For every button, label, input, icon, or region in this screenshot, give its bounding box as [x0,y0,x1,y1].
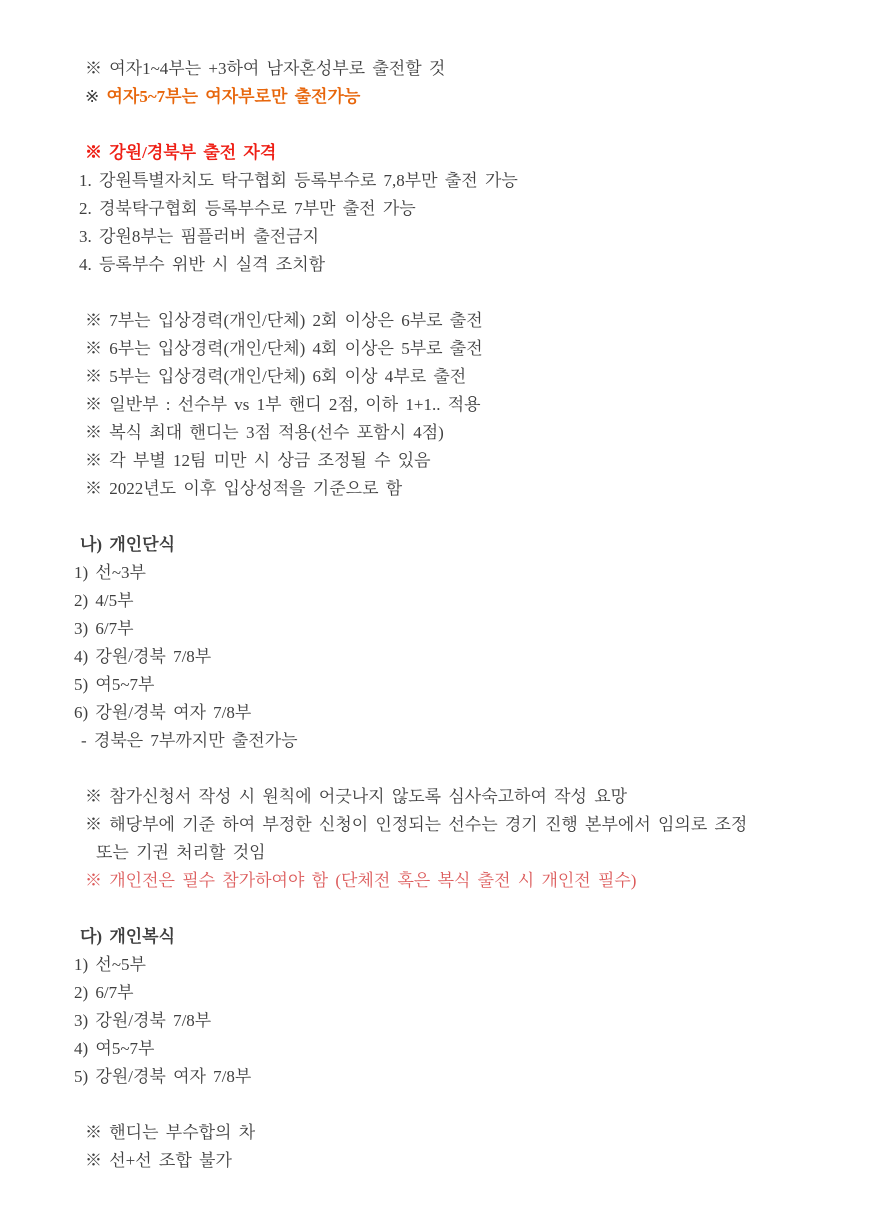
text-segment: 2) 6/7부 [74,983,134,1002]
document-content [74,55,840,1175]
text-segment: 3) 강원/경북 7/8부 [74,1011,212,1030]
text-line [74,139,840,167]
text-line [74,951,840,979]
text-segment: ※ 복식 최대 핸디는 3점 적용(선수 포함시 4점) [85,423,444,442]
text-segment: ※ 2022년도 이후 입상성적을 기준으로 함 [85,479,403,498]
text-segment: 5) 여5~7부 [74,675,155,694]
blank-line [74,279,840,307]
text-line [74,83,840,111]
text-line [74,587,840,615]
text-segment: ※ 일반부 : 선수부 vs 1부 핸디 2점, 이하 1+1.. 적용 [85,395,481,414]
text-segment: ※ 강원/경북부 출전 자격 [85,143,277,162]
text-segment: 다) 개인복식 [80,927,176,946]
text-line [74,447,840,475]
text-segment: ※ 7부는 입상경력(개인/단체) 2회 이상은 6부로 출전 [85,311,483,330]
text-segment: 4. 등록부수 위반 시 실격 조치함 [79,255,326,274]
text-segment: ※ 각 부별 12팀 미만 시 상금 조정될 수 있음 [85,451,431,470]
text-segment: 6) 강원/경북 여자 7/8부 [74,703,252,722]
text-segment: 여자5~7부는 여자부로만 출전가능 [106,87,361,106]
text-line [74,195,840,223]
text-segment: 3. 강원8부는 핌플러버 출전금지 [79,227,320,246]
text-segment: 1) 선~5부 [74,955,146,974]
text-line [74,1063,840,1091]
text-line [74,1147,840,1175]
text-segment: 2. 경북탁구협회 등록부수로 7부만 출전 가능 [79,199,416,218]
text-line [74,923,840,951]
text-line [74,559,840,587]
text-line [74,727,840,755]
text-line [74,475,840,503]
text-segment: 2) 4/5부 [74,591,134,610]
text-line [74,839,840,867]
blank-line [74,1091,840,1119]
text-line [74,531,840,559]
text-segment: - 경북은 7부까지만 출전가능 [81,731,298,750]
text-segment: ※ 핸디는 부수합의 차 [85,1123,256,1142]
text-segment: 1. 강원특별자치도 탁구협회 등록부수로 7,8부만 출전 가능 [79,171,518,190]
blank-line [74,111,840,139]
blank-line [74,503,840,531]
text-line [74,55,840,83]
text-segment: ※ 6부는 입상경력(개인/단체) 4회 이상은 5부로 출전 [85,339,483,358]
text-line [74,363,840,391]
text-segment: 나) 개인단식 [80,535,176,554]
text-line [74,307,840,335]
text-line [74,223,840,251]
text-line [74,615,840,643]
text-segment: 또는 기권 처리할 것임 [96,843,266,862]
text-line [74,811,840,839]
text-line [74,419,840,447]
text-segment: 5) 강원/경북 여자 7/8부 [74,1067,252,1086]
text-segment: 1) 선~3부 [74,563,146,582]
text-line [74,783,840,811]
text-segment: 4) 여5~7부 [74,1039,155,1058]
text-segment: 3) 6/7부 [74,619,134,638]
text-segment: ※ 참가신청서 작성 시 원칙에 어긋나지 않도록 심사숙고하여 작성 요망 [85,787,628,806]
text-line [74,1119,840,1147]
blank-line [74,755,840,783]
text-segment: ※ 5부는 입상경력(개인/단체) 6회 이상 4부로 출전 [85,367,467,386]
text-line [74,1007,840,1035]
text-line [74,867,840,895]
blank-line [74,895,840,923]
text-line [74,251,840,279]
text-line [74,979,840,1007]
text-segment: ※ 여자1~4부는 +3하여 남자혼성부로 출전할 것 [85,59,446,78]
text-segment: ※ 개인전은 필수 참가하여야 함 (단체전 혹은 복식 출전 시 개인전 필수) [85,871,637,890]
text-segment: ※ 해당부에 기준 하여 부정한 신청이 인정되는 선수는 경기 진행 본부에서 임의로 조정 [85,815,748,834]
text-line [74,643,840,671]
text-line [74,391,840,419]
text-segment: 4) 강원/경북 7/8부 [74,647,212,666]
text-segment: ※ [85,87,107,106]
text-line [74,167,840,195]
text-line [74,1035,840,1063]
text-line [74,671,840,699]
text-segment: ※ 선+선 조합 불가 [85,1151,232,1170]
text-line [74,335,840,363]
text-line [74,699,840,727]
